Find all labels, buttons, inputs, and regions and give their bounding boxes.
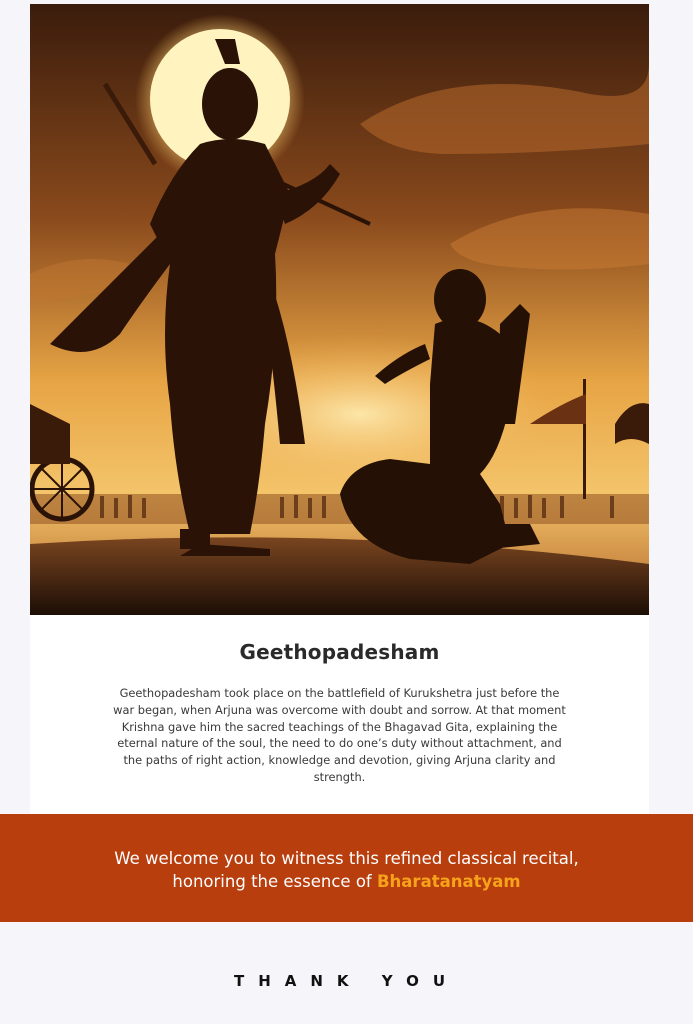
page-title: Geethopadesham <box>239 640 440 664</box>
banner-text <box>0 847 693 893</box>
hero-image <box>30 4 649 615</box>
welcome-banner <box>0 814 693 922</box>
banner-line-1: We welcome you to witness this refined classical recital, <box>114 849 579 868</box>
article-description: Geethopadesham took place on the battlefield of Kurukshetra just before the war began, when Arjuna was overcome with doubt and sorrow. At that moment Krishna gave him the sacred teachings of the Bhagavad Gita, explaining the eternal nature of the soul, the need to do one’s duty without attachment, and the paths of right action, knowledge and devotion, giving Arjuna clarity and strength. <box>113 686 566 784</box>
banner-highlight: Bharatanatyam <box>376 872 521 891</box>
content-card <box>30 4 649 814</box>
banner-line-2-prefix: honoring the essence of <box>172 872 377 891</box>
krishna-arjuna-illustration-icon <box>30 4 649 615</box>
thank-you-text: THANK YOU <box>233 972 460 990</box>
